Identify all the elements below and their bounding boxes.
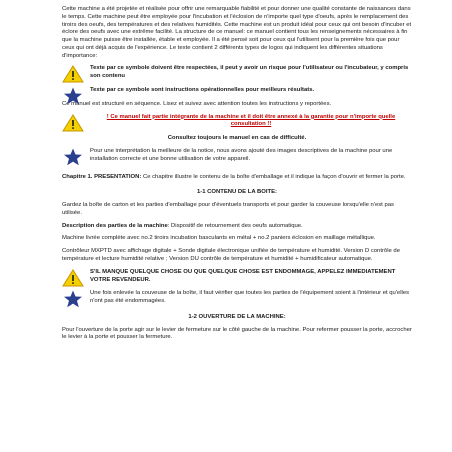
sequence-paragraph: Ce manuel est structuré en séquence. Lisez et suivez avec attention toutes les instructions y reportées. bbox=[62, 100, 332, 107]
integral-warning bbox=[62, 114, 412, 130]
star-icon bbox=[62, 290, 84, 308]
chapter-label: Chapitre 1. PRESENTATION: bbox=[62, 173, 142, 180]
warning-notice-text: Texte par ce symbole doivent être respectées, il peut y avoir un risque pour l'utilisateur ou l'incubateur, y compris son contenu bbox=[90, 65, 409, 80]
chapter-paragraph bbox=[62, 174, 412, 182]
removed-notice bbox=[62, 290, 412, 306]
warning-notice bbox=[62, 65, 412, 81]
intro-paragraph: Cette machine a été projetée et réalisée pour offrir une remarquable fiabilité et pour donner une qualité constante de naissances dans le temps. Cette machine peut être employée pour l'incubation et l'éclosion de n'importe quel type d'oeufs, après le remplacement des tiroirs des oeufs, des températures et des relatives humidités. Cette machine est un produit idéal pour ceux qui ont besoin d'incuber et éclore des oeufs avec une extrême facilité. La structure de ce manuel: ce manuel contient tous les renseignements nécessaires à fin que la machine puisse être installée, étable et employée. Il a été pensé soit pour ceux qui l'utilisent pour la première fois que pour ceux qui ont déjà acquis de l'expérience. Le texte contient 2 différents types de logos qui indiquent les différentes situations d'importance: bbox=[62, 6, 412, 59]
warning-triangle-icon bbox=[62, 65, 84, 83]
star-notice-text: Texte par ce symbole sont instructions opérationnelles pour meilleurs résultats. bbox=[90, 87, 315, 94]
missing-warning-text: S'IL MANQUE QUELQUE CHOSE OU QUE QUELQUE CHOSE EST ENDOMMAGE, APPELEZ IMMEDIATEMENT VOTRE REVENDEUR. bbox=[90, 268, 396, 283]
interpretation-notice bbox=[62, 148, 412, 164]
integral-warning-text: ! Ce manuel fait partie intégrante de la machine et il doit être annexé à la garantie pour n'importe quelle consultation !! bbox=[106, 113, 396, 128]
star-icon bbox=[62, 148, 84, 166]
section-1-title: 1-1 CONTENU DE LA BOITE: bbox=[197, 189, 277, 196]
parts-paragraph bbox=[62, 223, 412, 231]
star-icon bbox=[62, 87, 84, 105]
removed-text: Une fois enlevée la couveuse de la boîte, il faut vérifier que toutes les parties de l'équipement soient à l'intérieur et qu'elles n'ont pas été endommagées. bbox=[90, 290, 410, 305]
consult-paragraph: Consultez toujours le manuel en cas de difficulté. bbox=[167, 135, 307, 142]
section-2-text: Pour l'ouverture de la porte agir sur le levier de fermeture sur le côté gauche de la machine. Pour refermer pousser la porte, accrocher le levier à la porte et pousser la fermeture. bbox=[62, 326, 412, 341]
section-1-text: Gardez la boîte de carton et les parties d'emballage pour d'éventuels transports et pour garder la couveuse lorsqu'elle n'est pas utilisée. bbox=[62, 202, 394, 216]
chapter-text: Ce chapitre illustre le contenu de la boîte d'emballage et il indique la façon d'ouvrir et fermer la porte. bbox=[141, 173, 406, 180]
delivered-paragraph: Machine livrée complète avec no.2 tiroirs incubation basculants en métal + no.2 paniers éclosion en maillage métallique. bbox=[62, 235, 376, 242]
warning-triangle-icon bbox=[62, 114, 84, 132]
missing-warning bbox=[62, 269, 412, 285]
star-notice bbox=[62, 87, 412, 95]
parts-label: Description des parties de la machine bbox=[62, 222, 168, 229]
parts-text: : Dispositif de retournement des oeufs automatique. bbox=[167, 222, 303, 229]
section-2-title: 1-2 OUVERTURE DE LA MACHINE: bbox=[188, 313, 286, 320]
controller-paragraph: Contrôleur MXPTD avec affichage digitale + Sonde digitale électronique unifiée de température et humidité. Version D contrôle de température et lecture humidité relative ; Version DU contrôle de température et humidité + humidificateur automatique. bbox=[62, 248, 400, 262]
interpretation-text: Pour une interprétation la meilleure de la notice, nous avons ajouté des images descriptives de la machine pour une installation correcte et une bonne utilisation de votre appareil. bbox=[90, 147, 393, 162]
warning-triangle-icon bbox=[62, 269, 84, 287]
